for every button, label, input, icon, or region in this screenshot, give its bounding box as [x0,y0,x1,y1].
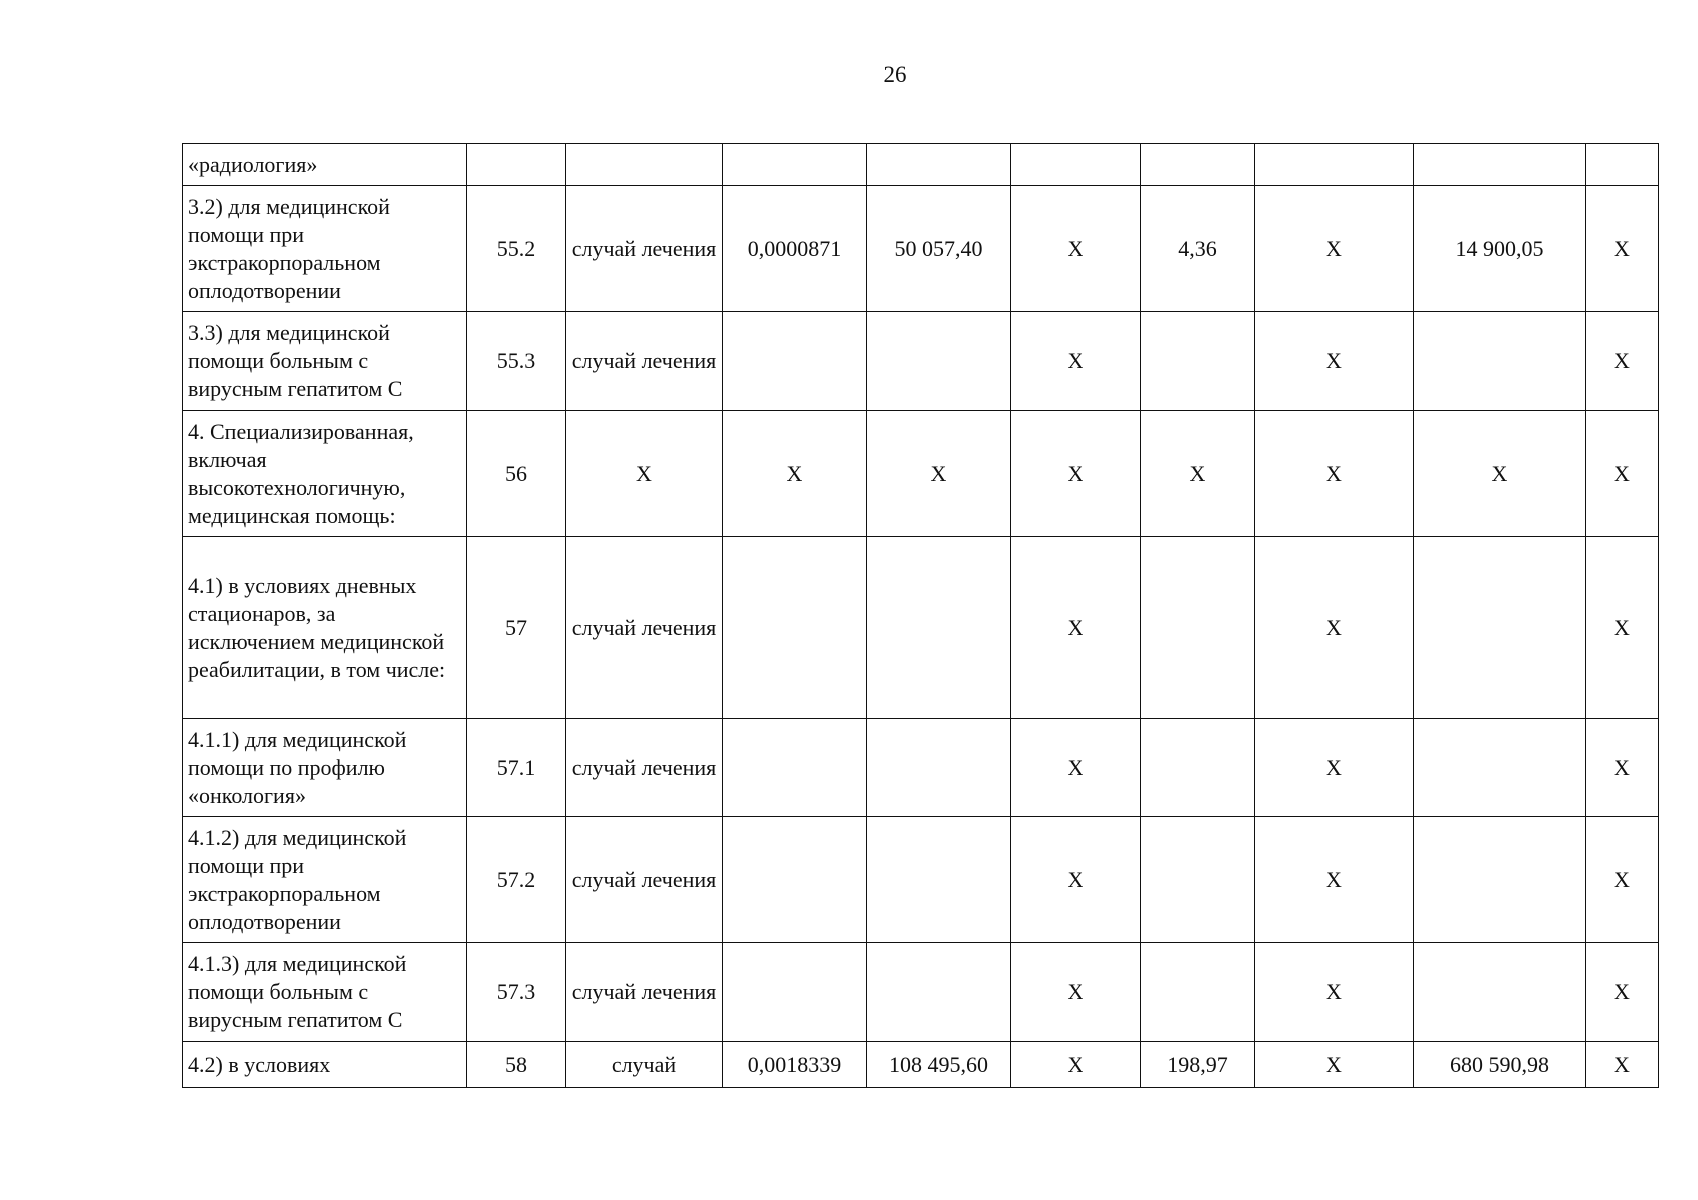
row-name-cell: 4.1) в условиях дневных стационаров, за исключением медицинской реабилитации, в том числе: [183,537,467,719]
row-name-cell: 4.2) в условиях [183,1042,467,1088]
row-value-cell: Х [1255,186,1414,312]
row-code-cell: 57 [467,537,566,719]
row-value-cell: Х [1586,411,1659,537]
row-value-cell [867,943,1011,1042]
row-value-cell: Х [1586,1042,1659,1088]
row-value-cell: Х [1141,411,1255,537]
table-row [183,312,1659,411]
row-unit-cell: случай лечения [566,312,723,411]
row-value-cell [867,144,1011,186]
row-name-cell: 4.1.1) для медицинской помощи по профилю «онкология» [183,719,467,817]
row-value-cell [1141,943,1255,1042]
row-unit-cell: случай лечения [566,186,723,312]
row-value-cell [1414,943,1586,1042]
row-unit-cell: случай [566,1042,723,1088]
table-row [183,144,1659,186]
row-value-cell: Х [1255,312,1414,411]
row-name-cell: 4.1.3) для медицинской помощи больным с вирусным гепатитом С [183,943,467,1042]
row-value-cell: Х [1255,943,1414,1042]
row-value-cell: Х [1586,719,1659,817]
row-code-cell: 57.1 [467,719,566,817]
row-code-cell: 57.3 [467,943,566,1042]
row-value-cell: Х [1011,817,1141,943]
row-code-cell: 58 [467,1042,566,1088]
table-row [183,943,1659,1042]
row-unit-cell: Х [566,411,723,537]
row-value-cell [1255,144,1414,186]
row-value-cell: Х [1586,312,1659,411]
row-value-cell: 198,97 [1141,1042,1255,1088]
row-value-cell: Х [1011,186,1141,312]
row-code-cell: 56 [467,411,566,537]
row-value-cell: Х [1255,817,1414,943]
row-unit-cell [566,144,723,186]
table-row [183,719,1659,817]
row-value-cell: 4,36 [1141,186,1255,312]
row-value-cell: Х [1586,537,1659,719]
row-value-cell: 0,0000871 [723,186,867,312]
row-value-cell: 50 057,40 [867,186,1011,312]
table-row [183,186,1659,312]
data-table [182,143,1659,1088]
row-value-cell [1414,817,1586,943]
row-value-cell: Х [1011,719,1141,817]
row-value-cell: 0,0018339 [723,1042,867,1088]
table-row [183,817,1659,943]
row-unit-cell: случай лечения [566,943,723,1042]
row-name-cell: 3.2) для медицинской помощи при экстракорпоральном оплодотворении [183,186,467,312]
row-value-cell: Х [1255,411,1414,537]
row-value-cell [1414,312,1586,411]
page-number: 26 [883,62,907,87]
row-value-cell: 680 590,98 [1414,1042,1586,1088]
row-value-cell: Х [1255,1042,1414,1088]
row-value-cell [1414,719,1586,817]
row-value-cell: Х [1011,411,1141,537]
row-value-cell [723,144,867,186]
row-value-cell: Х [1255,719,1414,817]
row-value-cell [723,537,867,719]
row-value-cell [1586,144,1659,186]
row-value-cell: Х [1586,186,1659,312]
row-name-cell: 3.3) для медицинской помощи больным с вирусным гепатитом С [183,312,467,411]
row-unit-cell: случай лечения [566,537,723,719]
row-value-cell [867,537,1011,719]
row-code-cell [467,144,566,186]
row-value-cell [867,817,1011,943]
row-value-cell [723,817,867,943]
row-value-cell: Х [1255,537,1414,719]
row-value-cell [1011,144,1141,186]
table-row [183,411,1659,537]
row-value-cell: Х [1011,1042,1141,1088]
row-code-cell: 55.3 [467,312,566,411]
row-value-cell [723,312,867,411]
row-value-cell: Х [1586,943,1659,1042]
row-name-cell: 4.1.2) для медицинской помощи при экстракорпоральном оплодотворении [183,817,467,943]
row-value-cell: 14 900,05 [1414,186,1586,312]
row-value-cell [1141,312,1255,411]
row-value-cell: Х [1586,817,1659,943]
row-value-cell [1141,537,1255,719]
row-value-cell: 108 495,60 [867,1042,1011,1088]
row-value-cell: Х [1414,411,1586,537]
row-value-cell [1414,537,1586,719]
row-name-cell: «радиология» [183,144,467,186]
row-name-cell: 4. Специализированная, включая высокотехнологичную, медицинская помощь: [183,411,467,537]
row-unit-cell: случай лечения [566,719,723,817]
row-code-cell: 55.2 [467,186,566,312]
row-value-cell [1141,817,1255,943]
row-value-cell [1414,144,1586,186]
table-row [183,537,1659,719]
row-value-cell [1141,144,1255,186]
row-unit-cell: случай лечения [566,817,723,943]
row-value-cell: Х [867,411,1011,537]
row-code-cell: 57.2 [467,817,566,943]
row-value-cell [867,719,1011,817]
row-value-cell: Х [1011,943,1141,1042]
row-value-cell [723,719,867,817]
table-row [183,1042,1659,1088]
row-value-cell: Х [723,411,867,537]
row-value-cell: Х [1011,312,1141,411]
row-value-cell [1141,719,1255,817]
row-value-cell: Х [1011,537,1141,719]
row-value-cell [723,943,867,1042]
row-value-cell [867,312,1011,411]
